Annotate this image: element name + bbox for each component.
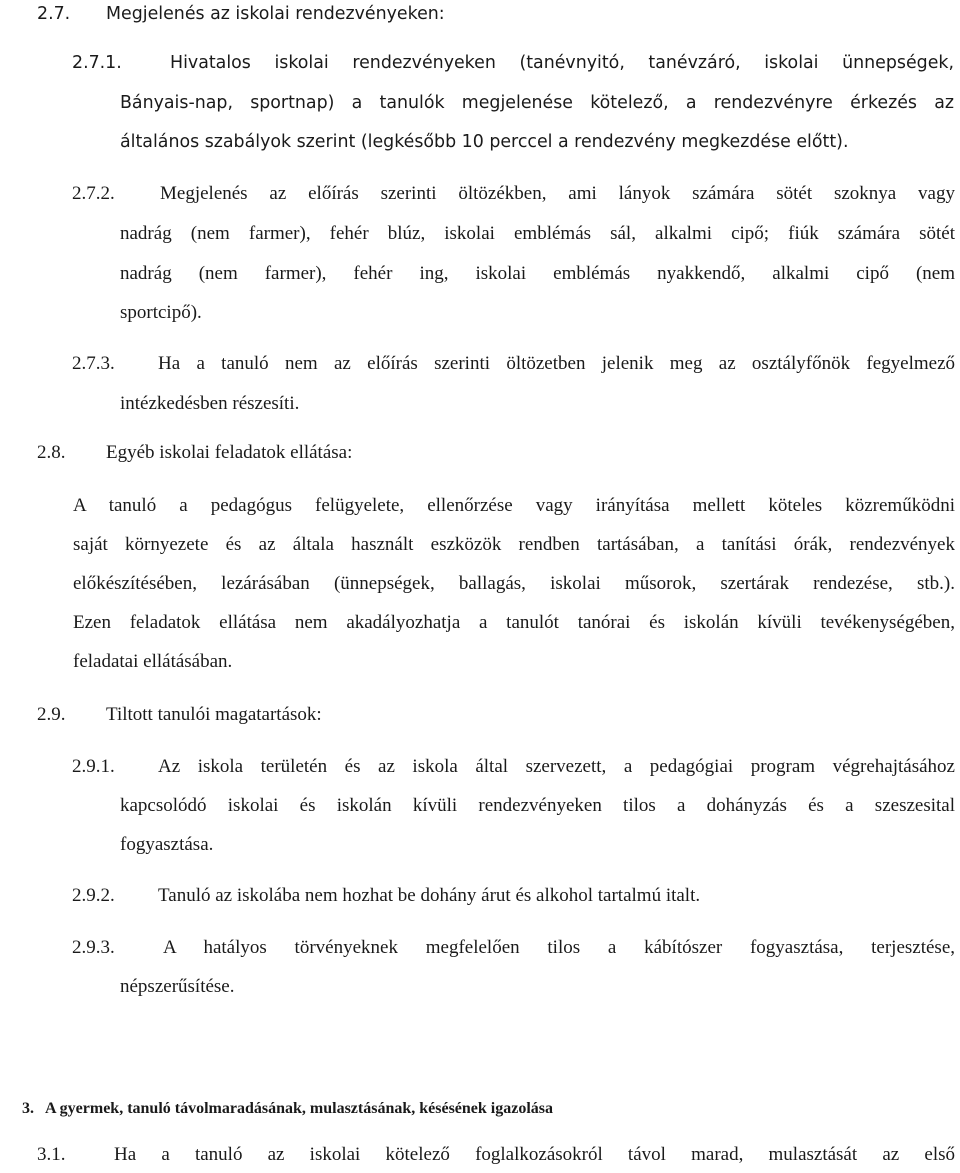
- section-title: Megjelenés az iskolai rendezvényeken:: [106, 4, 445, 24]
- paragraph-line: Az iskola területén és az iskola által szervezett, a pedagógiai program végrehajtásához: [158, 756, 955, 777]
- subsection-number: 3.1.: [37, 1144, 66, 1165]
- section-number: 2.7.: [37, 4, 71, 24]
- paragraph-line: intézkedésben részesíti.: [120, 393, 300, 414]
- subsection-number: 2.9.3.: [72, 937, 115, 958]
- paragraph-line: feladatai ellátásában.: [73, 651, 233, 672]
- section-number: 2.9.: [37, 704, 66, 725]
- paragraph-line: Ha a tanuló az iskolai kötelező foglalkozásokról távol marad, mulasztását az első: [114, 1144, 955, 1165]
- section-title: Egyéb iskolai feladatok ellátása:: [106, 442, 353, 463]
- paragraph-line: A hatályos törvényeknek megfelelően tilos a kábítószer fogyasztása, terjesztése,: [163, 937, 955, 958]
- paragraph-line: Megjelenés az előírás szerinti öltözékben, ami lányok számára sötét szoknya vagy: [160, 183, 955, 204]
- paragraph-line: népszerűsítése.: [120, 976, 235, 997]
- paragraph-line: nadrág (nem farmer), fehér ing, iskolai emblémás nyakkendő, alkalmi cipő (nem: [120, 263, 955, 284]
- subsection-number: 2.9.2.: [72, 885, 115, 906]
- subsection-number: 2.7.2.: [72, 183, 115, 204]
- paragraph-line: Ha a tanuló nem az előírás szerinti öltözetben jelenik meg az osztályfőnök fegyelmező: [158, 353, 955, 374]
- paragraph-line: kapcsolódó iskolai és iskolán kívüli rendezvényeken tilos a dohányzás és a szeszesital: [120, 795, 955, 816]
- paragraph-line: nadrág (nem farmer), fehér blúz, iskolai emblémás sál, alkalmi cipő; fiúk számára sötét: [120, 223, 955, 244]
- subsection-number: 2.7.3.: [72, 353, 115, 374]
- paragraph-line: Tanuló az iskolába nem hozhat be dohány árut és alkohol tartalmú italt.: [158, 885, 701, 906]
- paragraph-line: A tanuló a pedagógus felügyelete, ellenőrzése vagy irányítása mellett köteles közreműködni: [73, 495, 955, 516]
- chapter-title: A gyermek, tanuló távolmaradásának, mulasztásának, késésének igazolása: [45, 1100, 554, 1117]
- paragraph-line: Hivatalos iskolai rendezvényeken (tanévnyitó, tanévzáró, iskolai ünnepségek,: [170, 53, 954, 73]
- section-number: 2.8.: [37, 442, 66, 463]
- paragraph-line: Bányais-nap, sportnap) a tanulók megjelenése kötelező, a rendezvényre érkezés az: [120, 93, 954, 113]
- paragraph-line: saját környezete és az általa használt eszközök rendben tartásában, a tanítási órák, rendezvények: [73, 534, 955, 555]
- paragraph-line: Ezen feladatok ellátása nem akadályozhatja a tanulót tanórai és iskolán kívüli tevékenységében,: [73, 612, 955, 633]
- paragraph-line: fogyasztása.: [120, 834, 214, 855]
- subsection-number: 2.7.1.: [72, 53, 122, 73]
- paragraph-line: általános szabályok szerint (legkésőbb 10 perccel a rendezvény megkezdése előtt).: [120, 132, 849, 152]
- section-title: Tiltott tanulói magatartások:: [106, 704, 322, 725]
- paragraph-line: előkészítésében, lezárásában (ünnepségek, ballagás, iskolai műsorok, szertárak rendezése, stb.).: [73, 573, 955, 594]
- chapter-number: 3.: [22, 1100, 34, 1117]
- paragraph-line: sportcipő).: [120, 302, 202, 323]
- subsection-number: 2.9.1.: [72, 756, 115, 777]
